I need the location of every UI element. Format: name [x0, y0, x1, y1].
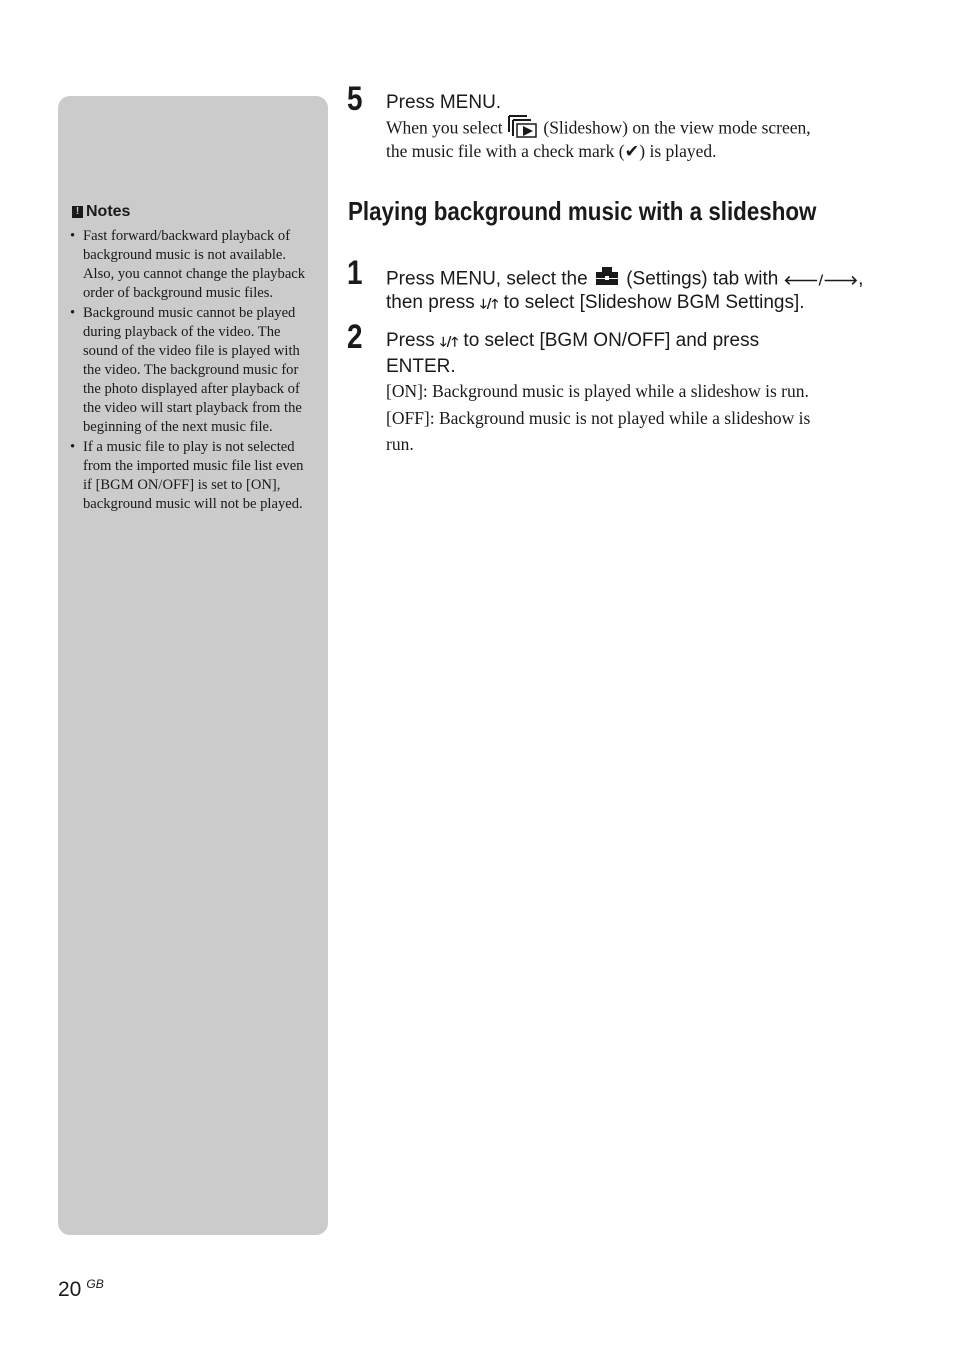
step-2-number: 2 — [347, 318, 363, 356]
note-icon: ! — [72, 206, 83, 218]
step-2-text-b: to select [BGM ON/OFF] and press — [463, 330, 760, 351]
step-2-line1 — [386, 328, 759, 355]
step-1-text-c: then press — [386, 292, 475, 313]
step-1-comma: , — [858, 268, 864, 290]
step-2-line2: ENTER. — [386, 356, 456, 377]
down-up-arrows-icon: 🡓/🡑 — [480, 297, 499, 312]
step-5-detail-d: ) is played. — [639, 141, 717, 161]
step-1-text-d: to select [Slideshow BGM Settings]. — [503, 292, 805, 313]
notes-heading — [72, 203, 130, 221]
note-item: • Fast forward/backward playback of background music is not available. Also, you cannot change the playback order of background music files. — [70, 227, 316, 303]
page-number-value: 20 — [58, 1278, 82, 1301]
step-5-detail-line2 — [386, 139, 717, 164]
region-code: GB — [86, 1277, 104, 1291]
step-2-on-text: [ON]: Background music is played while a slideshow is run. — [386, 381, 809, 401]
step-2-off-text-1: [OFF]: Background music is not played while a slideshow is — [386, 408, 811, 428]
step-5-detail-c: the music file with a check mark ( — [386, 141, 625, 161]
note-item: • Background music cannot be played during playback of the video. The sound of the video file is played with the video. The background music for the photo displayed after playback of the video will start playback from the beginning of the next music file. — [70, 304, 316, 436]
step-5-detail-a: When you select — [386, 117, 503, 138]
step-5-instruction: Press MENU. — [386, 92, 502, 113]
down-up-arrows-icon: 🡓/🡑 — [439, 335, 459, 350]
step-1-line2 — [386, 290, 805, 317]
step-1-text-a: Press MENU, select the — [386, 268, 588, 290]
check-mark-icon: ✔ — [624, 141, 640, 161]
notes-heading-label: Notes — [86, 203, 131, 220]
note-item: • If a music file to play is not selected from the imported music file list even if [BGM ON/OFF] is set to [ON], background music will not be played. — [70, 438, 316, 514]
step-1-text-b: (Settings) tab with — [626, 268, 779, 290]
section-title: Playing background music with a slideshow — [348, 196, 817, 226]
step-2-off-text-2: run. — [386, 434, 414, 454]
step-5-number: 5 — [347, 80, 363, 118]
step-2-text-a: Press — [386, 330, 435, 351]
step-5-detail-b: (Slideshow) on the view mode screen, — [543, 117, 811, 138]
left-right-arrows-icon: 🡐/🡒 — [783, 273, 859, 289]
step-1-number: 1 — [347, 254, 363, 292]
notes-list — [70, 227, 316, 515]
page-number — [58, 1277, 104, 1302]
